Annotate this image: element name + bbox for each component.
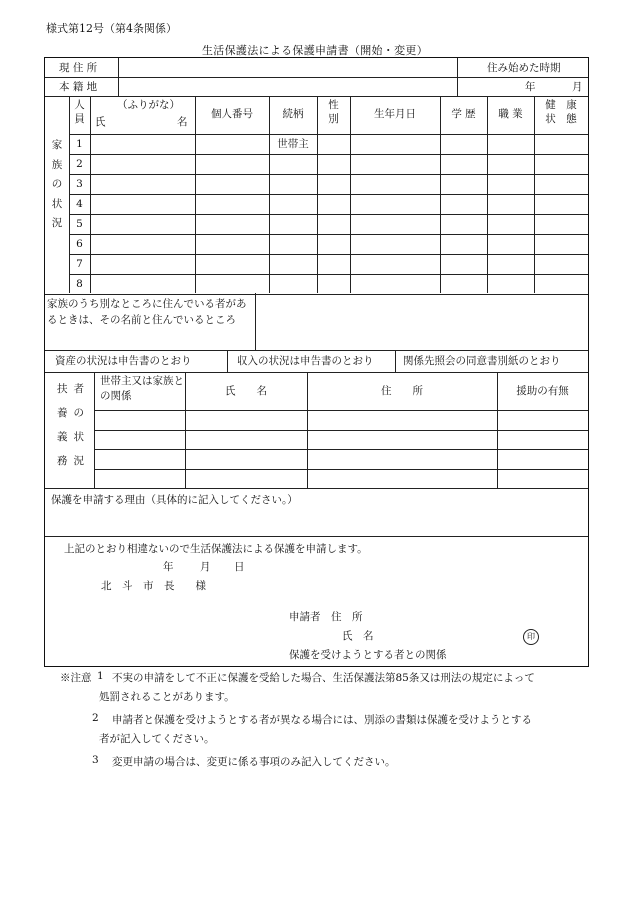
family-row-number: 2 xyxy=(76,158,83,170)
support-table: 扶 者 養 の 義 状 務 況 世帯主又は家族との関係 氏 名 住 所 援助の有無 xyxy=(45,372,588,488)
declaration-text: 上記のとおり相違ないので生活保護法による保護を申請します。 xyxy=(64,543,368,555)
support-relation-header: 世帯主又は家族との関係 xyxy=(100,375,184,402)
date-month: 月 xyxy=(200,561,211,573)
applicant-relation-label: 保護を受けようとする者との関係 xyxy=(289,649,447,661)
residence-year-label: 年 xyxy=(525,81,536,93)
surname-header: 氏 xyxy=(95,116,106,128)
family-row-number: 3 xyxy=(76,178,83,190)
applicant-address-label: 申請者 住 所 xyxy=(289,611,363,623)
family-table xyxy=(45,96,588,293)
health-header: 健 康 状 態 xyxy=(545,99,577,125)
support-aid-header: 援助の有無 xyxy=(516,385,569,397)
current-address-label: 現 住 所 xyxy=(59,62,98,74)
family-row-relation: 世帯主 xyxy=(277,138,309,150)
reason-label: 保護を申請する理由（具体的に記入してください。） xyxy=(51,494,298,506)
mynumber-header: 個人番号 xyxy=(211,108,253,120)
family-row-number: 7 xyxy=(76,258,83,270)
income-status: 収入の状況は申告書のとおり xyxy=(237,355,374,367)
education-header: 学 歴 xyxy=(451,108,476,120)
note-number: 3 xyxy=(92,754,99,766)
note-line: 申請者と保護を受けようとする者が異なる場合には、別添の書類は保護を受けようとする xyxy=(112,714,532,726)
support-address-header: 住 所 xyxy=(381,385,423,397)
note-line: 者が記入してください。 xyxy=(99,733,215,745)
domicile-label: 本 籍 地 xyxy=(59,81,98,93)
occupation-header: 職 業 xyxy=(498,108,523,120)
separate-residence-label: 家族のうち別なところに住んでいる者があるときは、その名前と住んでいるところ xyxy=(47,298,247,326)
date-year: 年 xyxy=(163,561,174,573)
given-name-header: 名 xyxy=(177,116,188,128)
assets-status: 資産の状況は申告書のとおり xyxy=(55,355,192,367)
support-name-header: 氏 名 xyxy=(225,385,267,397)
family-section-label: 家 族 の 状 況 xyxy=(51,139,63,229)
family-row-number: 8 xyxy=(76,278,83,290)
applicant-name-label: 氏 名 xyxy=(342,630,374,642)
family-row-number: 5 xyxy=(76,218,83,230)
notes-prefix: ※注意 xyxy=(60,672,92,684)
family-row-number: 1 xyxy=(76,138,83,150)
note-number: 2 xyxy=(92,712,99,724)
seal-mark: 印 xyxy=(523,629,539,645)
relation-header: 続柄 xyxy=(282,108,304,120)
family-row-number: 6 xyxy=(76,238,83,250)
note-number: 1 xyxy=(97,670,104,682)
residence-since-label: 住み始めた時期 xyxy=(487,62,561,74)
date-day: 日 xyxy=(234,561,245,573)
note-line: 処罰されることがあります。 xyxy=(99,691,235,703)
note-line: 不実の申請をして不正に保護を受給した場合、生活保護法第85条又は刑法の規定によって xyxy=(112,672,535,684)
sex-header: 性 別 xyxy=(328,99,339,125)
furigana-header: （ふりがな） xyxy=(117,99,180,111)
application-form xyxy=(44,57,589,667)
consent-status: 関係先照会の同意書別紙のとおり xyxy=(403,355,561,367)
form-title: 生活保護法による保護申請書（開始・変更） xyxy=(202,44,428,57)
residence-month-label: 月 xyxy=(572,81,583,93)
addressee: 北 斗 市 長 様 xyxy=(101,580,206,592)
family-row-number: 4 xyxy=(76,198,83,210)
form-number: 様式第12号（第4条関係） xyxy=(46,22,177,35)
persons-header: 人 員 xyxy=(74,99,85,125)
birthdate-header: 生年月日 xyxy=(374,108,416,120)
note-line: 変更申請の場合は、変更に係る事項のみ記入してください。 xyxy=(112,756,396,768)
